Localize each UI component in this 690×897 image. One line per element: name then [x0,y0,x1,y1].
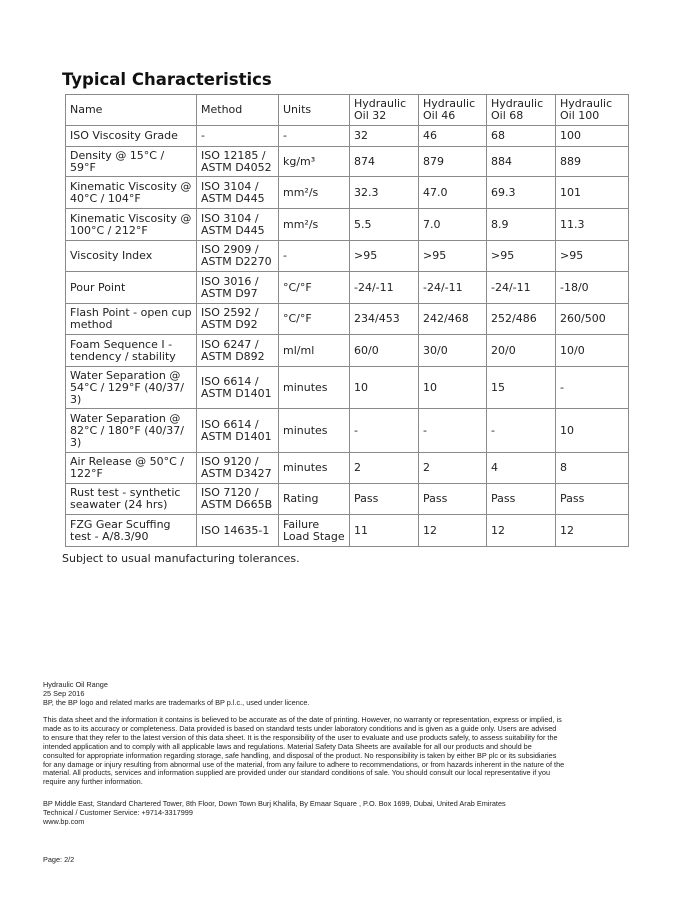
cell-oil-68: 4 [487,453,556,484]
cell-units: minutes [279,367,350,409]
header-oil-68: Hydraulic Oil 68 [487,95,556,126]
header-units: Units [279,95,350,126]
cell-oil-68: 20/0 [487,335,556,367]
cell-oil-32: 874 [350,147,419,177]
cell-oil-100: 10/0 [556,335,629,367]
cell-oil-46: 879 [419,147,487,177]
cell-oil-100: 12 [556,515,629,547]
cell-oil-68: 68 [487,126,556,147]
cell-name: Air Release @ 50°C / 122°F [66,453,197,484]
table-row [66,484,629,515]
website-link[interactable]: www.bp.com [43,816,85,826]
product-range: Hydraulic Oil Range [43,680,108,689]
cell-oil-100: 8 [556,453,629,484]
cell-oil-32: 60/0 [350,335,419,367]
cell-name: Kinematic Viscosity @ 100°C / 212°F [66,209,197,241]
header-oil-46: Hydraulic Oil 46 [419,95,487,126]
cell-oil-68: -24/-11 [487,272,556,304]
cell-name: Kinematic Viscosity @ 40°C / 104°F [66,177,197,209]
cell-name: FZG Gear Scuffing test - A/8.3/90 [66,515,197,547]
cell-oil-100: 11.3 [556,209,629,241]
table-row [66,515,629,547]
cell-oil-100: 100 [556,126,629,147]
cell-units: °C/°F [279,304,350,335]
header-method: Method [197,95,279,126]
cell-oil-68: 252/486 [487,304,556,335]
cell-method: ISO 6614 / ASTM D1401 [197,367,279,409]
table-header-row [66,95,629,126]
cell-name: Density @ 15°C / 59°F [66,147,197,177]
cell-oil-100: -18/0 [556,272,629,304]
table-row [66,409,629,453]
cell-oil-32: -24/-11 [350,272,419,304]
cell-oil-46: 30/0 [419,335,487,367]
cell-oil-32: 32.3 [350,177,419,209]
cell-units: - [279,126,350,147]
cell-oil-32: 10 [350,367,419,409]
section-title: Typical Characteristics [62,70,272,89]
cell-method: ISO 6614 / ASTM D1401 [197,409,279,453]
service-phone: Technical / Customer Service: +9714-3317999 [43,807,193,817]
cell-name: Foam Sequence I - tendency / stability [66,335,197,367]
cell-name: Viscosity Index [66,241,197,272]
cell-units: kg/m³ [279,147,350,177]
page-number: Page: 2/2 [43,855,75,864]
table-row [66,147,629,177]
cell-oil-46: >95 [419,241,487,272]
cell-oil-68: 15 [487,367,556,409]
cell-name: Pour Point [66,272,197,304]
cell-method: ISO 12185 / ASTM D4052 [197,147,279,177]
footer-meta [43,681,310,708]
cell-name: ISO Viscosity Grade [66,126,197,147]
table-row [66,272,629,304]
table-row [66,304,629,335]
cell-method: - [197,126,279,147]
cell-oil-100: Pass [556,484,629,515]
cell-oil-32: 11 [350,515,419,547]
disclaimer-line: intended application and to comply with all applicable laws and regulations. Material Safety Data Sheets are available for all our products and should be [43,741,532,751]
cell-oil-46: Pass [419,484,487,515]
header-oil-32: Hydraulic Oil 32 [350,95,419,126]
document-date: 25 Sep 2016 [43,688,85,698]
cell-units: Rating [279,484,350,515]
table-row [66,209,629,241]
disclaimer-line: require any further information. [43,777,143,787]
disclaimer-line: material. All products, services and information supplied are provided under our standard conditions of sale. You should consult our local representative if you [43,768,551,778]
cell-method: ISO 14635-1 [197,515,279,547]
cell-oil-68: >95 [487,241,556,272]
cell-units: mm²/s [279,209,350,241]
table-row [66,241,629,272]
cell-oil-100: 889 [556,147,629,177]
cell-units: ml/ml [279,335,350,367]
cell-oil-68: Pass [487,484,556,515]
cell-units: Failure Load Stage [279,515,350,547]
table-row [66,453,629,484]
table-row [66,177,629,209]
cell-oil-32: 234/453 [350,304,419,335]
cell-oil-46: -24/-11 [419,272,487,304]
disclaimer [43,716,618,787]
cell-oil-32: 32 [350,126,419,147]
table-row [66,335,629,367]
cell-oil-46: 46 [419,126,487,147]
cell-oil-32: Pass [350,484,419,515]
cell-method: ISO 6247 / ASTM D892 [197,335,279,367]
disclaimer-line: to ensure that they refer to the latest version of this data sheet. It is the responsibility of the user to evaluate and use products safely, to assess suitability for the [43,732,558,742]
disclaimer-line: This data sheet and the information it contains is believed to be accurate as of the date of printing. However, no warranty or representation, express or implied, is [43,715,562,724]
cell-oil-32: - [350,409,419,453]
cell-oil-68: 12 [487,515,556,547]
cell-oil-46: 2 [419,453,487,484]
header-name: Name [66,95,197,126]
cell-oil-32: 2 [350,453,419,484]
cell-name: Water Separation @ 82°C / 180°F (40/37/ 3) [66,409,197,453]
cell-oil-68: - [487,409,556,453]
cell-oil-100: 101 [556,177,629,209]
cell-oil-46: - [419,409,487,453]
cell-oil-46: 10 [419,367,487,409]
cell-oil-46: 7.0 [419,209,487,241]
cell-method: ISO 2909 / ASTM D2270 [197,241,279,272]
cell-oil-32: 5.5 [350,209,419,241]
cell-oil-100: 10 [556,409,629,453]
cell-oil-46: 242/468 [419,304,487,335]
tolerance-note: Subject to usual manufacturing tolerances. [62,552,300,565]
cell-oil-100: >95 [556,241,629,272]
cell-units: minutes [279,453,350,484]
trademark-notice: BP, the BP logo and related marks are trademarks of BP p.l.c., used under licence. [43,697,310,707]
cell-oil-68: 8.9 [487,209,556,241]
disclaimer-line: for any damage or injury resulting from abnormal use of the material, from any failure to adhere to recommendations, or from hazards inherent in the nature of the [43,759,565,769]
cell-method: ISO 2592 / ASTM D92 [197,304,279,335]
cell-units: mm²/s [279,177,350,209]
contact-info [43,800,506,827]
cell-method: ISO 9120 / ASTM D3427 [197,453,279,484]
table-row [66,367,629,409]
cell-units: - [279,241,350,272]
header-oil-100: Hydraulic Oil 100 [556,95,629,126]
cell-oil-68: 884 [487,147,556,177]
cell-oil-100: 260/500 [556,304,629,335]
cell-units: °C/°F [279,272,350,304]
cell-oil-68: 69.3 [487,177,556,209]
cell-method: ISO 3016 / ASTM D97 [197,272,279,304]
cell-name: Water Separation @ 54°C / 129°F (40/37/ 3) [66,367,197,409]
cell-oil-32: >95 [350,241,419,272]
cell-method: ISO 7120 / ASTM D665B [197,484,279,515]
cell-name: Flash Point - open cup method [66,304,197,335]
table-row [66,126,629,147]
cell-name: Rust test - synthetic seawater (24 hrs) [66,484,197,515]
cell-oil-46: 47.0 [419,177,487,209]
cell-units: minutes [279,409,350,453]
cell-method: ISO 3104 / ASTM D445 [197,209,279,241]
company-address: BP Middle East, Standard Chartered Tower, 8th Floor, Down Town Burj Khalifa, By Emaar Square , P.O. Box 1699, Dubai, United Arab Emirates [43,799,506,808]
disclaimer-line: made as to its accuracy or completeness. Data provided is based on standard tests under laboratory conditions and is given as a guide only. Users are advised [43,723,557,733]
cell-method: ISO 3104 / ASTM D445 [197,177,279,209]
characteristics-table [65,94,629,547]
disclaimer-line: consulted for appropriate information regarding storage, safe handling, and disposal of the product. No responsibility is taken by either BP plc or its subsidiaries [43,750,557,760]
cell-oil-46: 12 [419,515,487,547]
cell-oil-100: - [556,367,629,409]
